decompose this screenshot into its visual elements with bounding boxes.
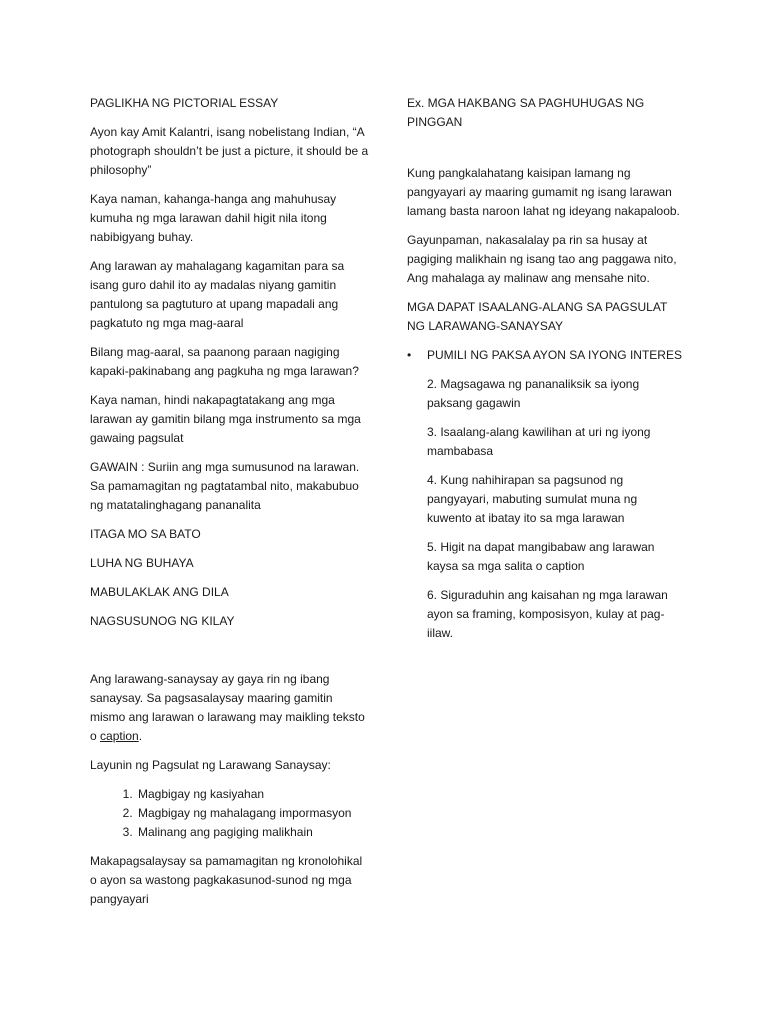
step-2: 2. Magsagawa ng pananaliksik sa iyong paksang gagawin [427, 377, 640, 410]
paragraph-teacher: Ang larawan ay mahalagang kagamitan para sa isang guro dahil ito ay madalas niyang gamitin pantulong sa pagtuturo at upang mapadali ang pagkatuto ng mga mag-aaral [90, 259, 345, 330]
paragraph-creativity: Gayunpaman, nakasalalay pa rin sa husay at pagiging malikhain ng isang tao ang paggawa nito, Ang mahalaga ay malinaw ang mensahe nito. [407, 233, 677, 285]
list-item: 2. Magbigay ng mahalagang impormasyon [136, 804, 370, 823]
paragraph-instruments: Kaya naman, hindi nakapagtatakang ang mga larawan ay gamitin bilang mga instrumento sa mga gawaing pagsulat [90, 393, 361, 445]
consideration-bullets [407, 346, 682, 365]
right-column [407, 94, 682, 653]
idiom-2: LUHA NG BUHAYA [90, 556, 194, 570]
spacer [90, 641, 370, 670]
caption-word: caption [100, 729, 139, 743]
step-4: 4. Kung nahihirapan sa pagsunod ng pangyayari, mabuting sumulat muna ng kuwento at ibatay ito sa mga larawan [427, 473, 638, 525]
step-5: 5. Higit na dapat mangibabaw ang larawan kaysa sa mga salita o caption [427, 540, 655, 573]
layunin-title: Layunin ng Pagsulat ng Larawang Sanaysay: [90, 758, 331, 772]
paragraph-definition: Ang larawang-sanaysay ay gaya rin ng ibang sanaysay. Sa pagsasalaysay maaring gamitin mismo ang larawan o larawang may maikling teksto o caption. [90, 672, 365, 743]
idiom-4: NAGSUSUNOG NG KILAY [90, 614, 235, 628]
paragraph-gawain: GAWAIN : Suriin ang mga sumusunod na larawan. Sa pamamagitan ng pagtatambal nito, makabubuo ng matatalinghagang pananalita [90, 460, 360, 512]
left-column [90, 94, 370, 919]
idiom-1: ITAGA MO SA BATO [90, 527, 201, 541]
list-item: • PUMILI NG PAKSA AYON SA IYONG INTERES [407, 346, 682, 365]
example-title: Ex. MGA HAKBANG SA PAGHUHUGAS NG PINGGAN [407, 96, 645, 129]
paragraph-photographers: Kaya naman, kahanga-hanga ang mahuhusay kumuha ng mga larawan dahil higit nila itong nabibigyang buhay. [90, 192, 337, 244]
paragraph-quote: Ayon kay Amit Kalantri, isang nobelistang Indian, “A photograph shouldn’t be just a picture, it should be a philosophy” [90, 125, 369, 177]
bullet-icon: • [407, 348, 412, 362]
section-title: MGA DAPAT ISAALANG-ALANG SA PAGSULAT NG LARAWANG-SANAYSAY [407, 300, 668, 333]
paragraph-general-idea: Kung pangkalahatang kaisipan lamang ng pangyayari ay maaring gumamit ng isang larawan lamang basta naroon lahat ng ideyang nakapaloob. [407, 166, 680, 218]
spacer [407, 142, 682, 164]
idiom-3: MABULAKLAK ANG DILA [90, 585, 229, 599]
paragraph-question: Bilang mag-aaral, sa paanong paraan nagiging kapaki-pakinabang ang pagkuha ng mga larawan? [90, 345, 359, 378]
step-3: 3. Isaalang-alang kawilihan at uri ng iyong mambabasa [427, 425, 651, 458]
paragraph-chronological: Makapagsalaysay sa pamamagitan ng kronolohikal o ayon sa wastong pagkakasunod-sunod ng mga pangyayari [90, 854, 363, 906]
list-item: 3. Malinang ang pagiging malikhain [136, 823, 370, 842]
list-item: 1. Magbigay ng kasiyahan [136, 785, 370, 804]
step-6: 6. Siguraduhin ang kaisahan ng mga larawan ayon sa framing, komposisyon, kulay at pag-iilaw. [427, 588, 668, 640]
essay-title: PAGLIKHA NG PICTORIAL ESSAY [90, 96, 279, 110]
layunin-list [90, 785, 370, 842]
